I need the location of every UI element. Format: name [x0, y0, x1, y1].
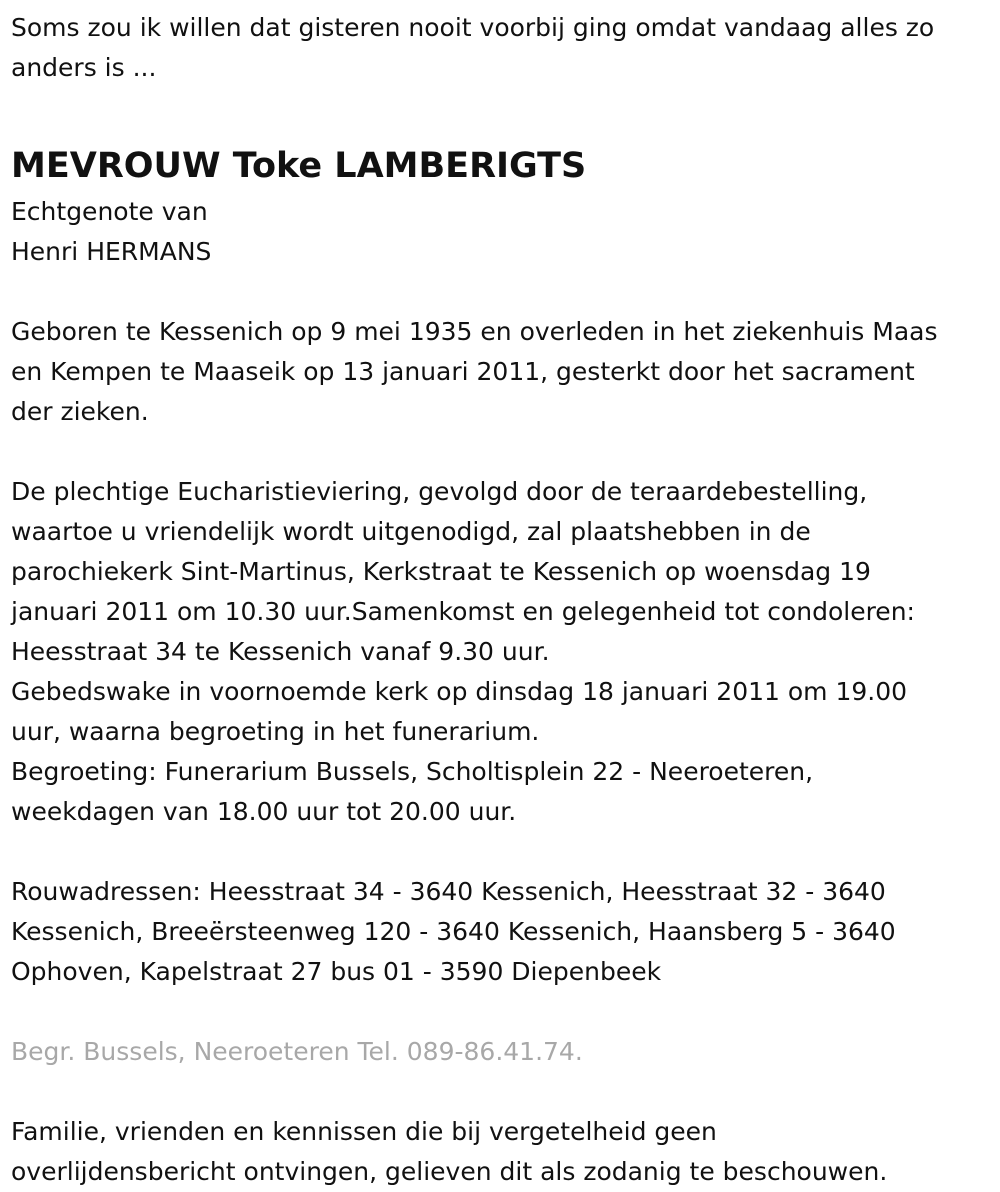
paragraph-line: januari 2011 om 10.30 uur.Samenkomst en gelegenheid tot condoleren:: [11, 597, 915, 626]
paragraph-line: parochiekerk Sint-Martinus, Kerkstraat te Kessenich op woensdag 19: [11, 557, 871, 586]
paragraph-line: Ophoven, Kapelstraat 27 bus 01 - 3590 Diepenbeek: [11, 957, 662, 986]
relation-block: [11, 192, 1000, 272]
paragraph-line: Heesstraat 34 te Kessenich vanaf 9.30 uur.: [11, 637, 550, 666]
birth-death-paragraph: [11, 312, 1000, 432]
paragraph-line: Gebedswake in voornoemde kerk op dinsdag 18 januari 2011 om 19.00: [11, 677, 908, 706]
spacer: [11, 1072, 1000, 1112]
paragraph-line: Kessenich, Breeërsteenweg 120 - 3640 Kessenich, Haansberg 5 - 3640: [11, 917, 896, 946]
paragraph-line: Rouwadressen: Heesstraat 34 - 3640 Kessenich, Heesstraat 32 - 3640: [11, 877, 886, 906]
closing-note: [11, 1112, 1000, 1192]
spouse-name: Henri HERMANS: [11, 237, 212, 266]
spacer: [11, 992, 1000, 1032]
spacer: [11, 432, 1000, 472]
paragraph-line: Familie, vrienden en kennissen die bij vergetelheid geen: [11, 1117, 717, 1146]
paragraph-line: uur, waarna begroeting in het funerarium.: [11, 717, 540, 746]
paragraph-line: weekdagen van 18.00 uur tot 20.00 uur.: [11, 797, 517, 826]
mourning-addresses: [11, 872, 1000, 992]
intro-line: anders is ...: [11, 53, 157, 82]
intro-line: Soms zou ik willen dat gisteren nooit voorbij ging omdat vandaag alles zo: [11, 13, 935, 42]
intro-quote: [11, 8, 1000, 88]
deceased-name: MEVROUW Toke LAMBERIGTS: [11, 146, 587, 186]
paragraph-line: De plechtige Eucharistieviering, gevolgd door de teraardebestelling,: [11, 477, 868, 506]
paragraph-line: Begroeting: Funerarium Bussels, Scholtisplein 22 - Neeroeteren,: [11, 757, 814, 786]
spacer: [11, 832, 1000, 872]
relation-line: Echtgenote van: [11, 197, 208, 226]
paragraph-line: der zieken.: [11, 397, 149, 426]
paragraph-line: Geboren te Kessenich op 9 mei 1935 en overleden in het ziekenhuis Maas: [11, 317, 938, 346]
paragraph-line: overlijdensbericht ontvingen, gelieven dit als zodanig te beschouwen.: [11, 1157, 888, 1186]
funeral-home-contact: Begr. Bussels, Neeroeteren Tel. 089-86.41.74.: [11, 1037, 583, 1066]
paragraph-line: waartoe u vriendelijk wordt uitgenodigd, zal plaatshebben in de: [11, 517, 811, 546]
paragraph-line: en Kempen te Maaseik op 13 januari 2011, gesterkt door het sacrament: [11, 357, 915, 386]
spacer: [11, 272, 1000, 312]
ceremony-paragraph: [11, 472, 1000, 832]
